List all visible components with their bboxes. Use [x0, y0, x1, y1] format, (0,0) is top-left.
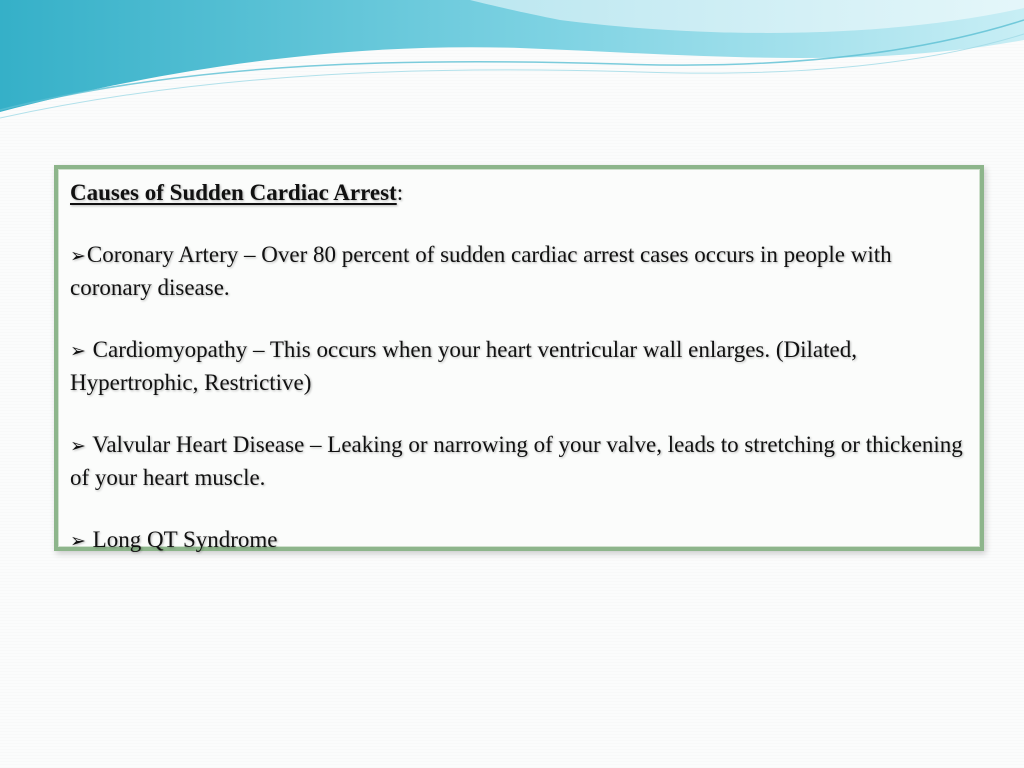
heading-line	[70, 177, 968, 208]
bullet-text: Long QT Syndrome	[86, 527, 278, 552]
arrow-bullet-icon: ➢	[70, 245, 86, 267]
arrow-bullet-icon: ➢	[70, 530, 86, 552]
bullet-text: Coronary Artery – Over 80 percent of sudden cardiac arrest cases occurs in people with coronary disease.	[70, 242, 892, 300]
header-wave-decoration	[0, 0, 1024, 130]
heading: Causes of Sudden Cardiac Arrest	[70, 180, 397, 205]
bullet-text: Cardiomyopathy – This occurs when your heart ventricular wall enlarges. (Dilated, Hypertrophic, Restrictive)	[70, 337, 857, 395]
spacer	[70, 208, 968, 239]
heading-colon: :	[396, 180, 404, 205]
bullet-item-long-qt-syndrome	[70, 524, 968, 557]
spacer	[70, 493, 968, 524]
spacer	[70, 398, 968, 429]
bullet-item-coronary-artery	[70, 239, 968, 303]
content-box	[54, 165, 984, 551]
bullet-text: Valvular Heart Disease – Leaking or narrowing of your valve, leads to stretching or thickening of your heart muscle.	[70, 432, 963, 490]
arrow-bullet-icon: ➢	[70, 340, 86, 362]
arrow-bullet-icon: ➢	[70, 435, 86, 457]
spacer	[70, 303, 968, 334]
bullet-item-cardiomyopathy	[70, 334, 968, 398]
content-text	[70, 177, 968, 557]
bullet-item-valvular-heart-disease	[70, 429, 968, 493]
